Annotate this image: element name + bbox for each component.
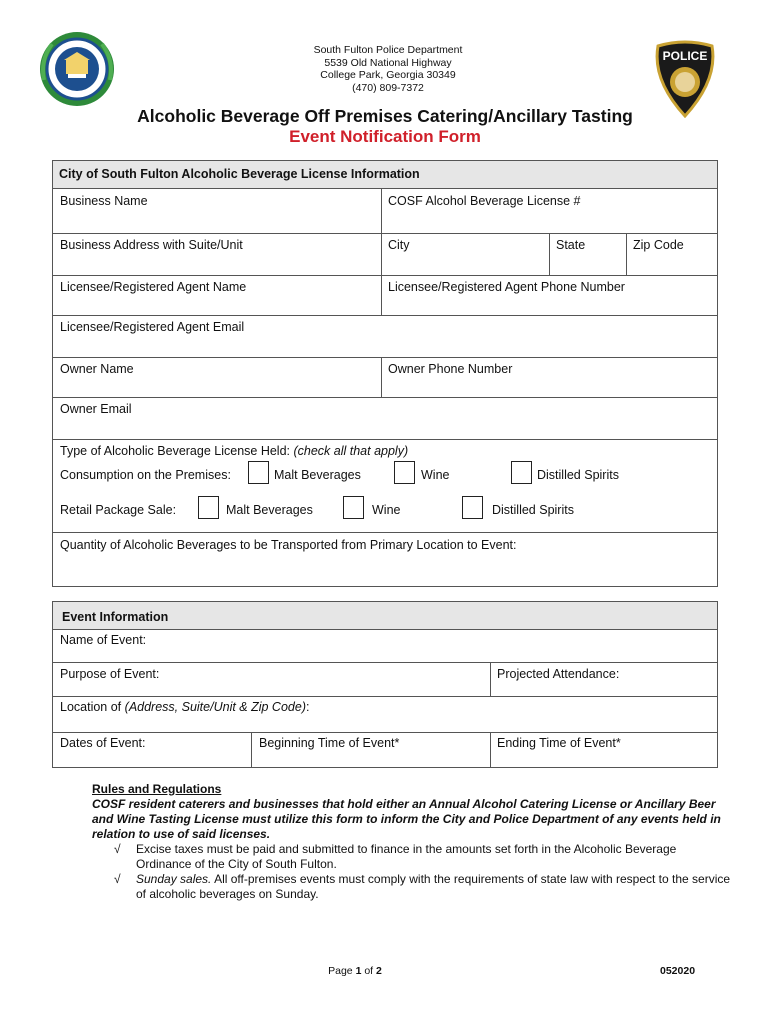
business-address-field[interactable]: Business Address with Suite/Unit: [60, 238, 243, 252]
event-name-field[interactable]: Name of Event:: [60, 633, 147, 647]
consumption-label: Consumption on the Premises:: [60, 468, 231, 482]
agent-name-field[interactable]: Licensee/Registered Agent Name: [60, 280, 247, 294]
rule-item-text: All off-premises events must comply with the requirements of state law with respect to the service of alcoholic beverages on Sunday.: [136, 872, 731, 901]
end-time-field[interactable]: Ending Time of Event*: [497, 736, 621, 750]
event-location-field[interactable]: Location of (Address, Suite/Unit & Zip Code):: [60, 700, 310, 714]
department-phone: (470) 809-7372: [352, 81, 424, 94]
address-line-2: College Park, Georgia 30349: [320, 69, 456, 81]
zip-code-field[interactable]: Zip Code: [633, 238, 684, 252]
form-title: Alcoholic Beverage Off Premises Catering/Ancillary Tasting: [137, 106, 633, 126]
projected-attendance-field[interactable]: Projected Attendance:: [497, 667, 620, 681]
city-seal-logo: [38, 30, 116, 108]
license-info-section: [52, 160, 718, 587]
event-dates-field[interactable]: Dates of Event:: [60, 736, 146, 750]
form-code: 052020: [660, 965, 696, 977]
license-type-label: Type of Alcoholic Beverage License Held: (check all that apply): [60, 444, 409, 458]
rule-item: [92, 872, 732, 902]
retail-malt-label: Malt Beverages: [226, 503, 313, 517]
consumption-spirits-label: Distilled Spirits: [537, 468, 619, 482]
rule-item-text: Excise taxes must be paid and submitted to finance in the amounts set forth in the Alcoholic Beverage Ordinance of the City of South Fulton.: [136, 842, 677, 871]
city-field[interactable]: City: [388, 238, 410, 252]
license-type-hint: (check all that apply): [293, 444, 409, 458]
owner-email-field[interactable]: Owner Email: [60, 402, 132, 416]
consumption-malt-label: Malt Beverages: [274, 468, 361, 482]
department-name: South Fulton Police Department: [313, 44, 463, 56]
agent-email-field[interactable]: Licensee/Registered Agent Email: [60, 320, 245, 334]
page-number: Page 1 of 2: [328, 965, 382, 977]
license-info-heading: City of South Fulton Alcoholic Beverage License Information: [53, 161, 717, 189]
rules-intro: COSF resident caterers and businesses that hold either an Annual Alcohol Catering License or Ancillary Beer and Wine Tasting License must utilize this form to inform the City and Police Department of any events held in relation to use of said licenses.: [92, 797, 721, 841]
license-number-field[interactable]: COSF Alcohol Beverage License #: [388, 194, 581, 208]
retail-wine-checkbox[interactable]: [343, 496, 364, 519]
badge-text: POLICE: [662, 49, 708, 63]
rule-item-emphasis: Sunday sales.: [136, 872, 212, 886]
check-icon: √: [114, 842, 121, 856]
state-field[interactable]: State: [556, 238, 586, 252]
event-info-heading: Event Information: [53, 602, 717, 630]
quantity-field[interactable]: Quantity of Alcoholic Beverages to be Transported from Primary Location to Event:: [60, 538, 517, 552]
retail-malt-checkbox[interactable]: [198, 496, 219, 519]
check-icon: √: [114, 872, 121, 886]
begin-time-field[interactable]: Beginning Time of Event*: [259, 736, 400, 750]
address-line-1: 5539 Old National Highway: [324, 56, 452, 69]
retail-wine-label: Wine: [372, 503, 401, 517]
consumption-malt-checkbox[interactable]: [248, 461, 269, 484]
business-name-field[interactable]: Business Name: [60, 194, 148, 208]
consumption-wine-checkbox[interactable]: [394, 461, 415, 484]
retail-label: Retail Package Sale:: [60, 503, 177, 517]
event-purpose-field[interactable]: Purpose of Event:: [60, 667, 160, 681]
event-info-section: [52, 601, 718, 768]
retail-spirits-label: Distilled Spirits: [492, 503, 574, 517]
department-address: [240, 44, 536, 94]
owner-phone-field[interactable]: Owner Phone Number: [388, 362, 513, 376]
agent-phone-field[interactable]: Licensee/Registered Agent Phone Number: [388, 280, 625, 294]
rules-section: [92, 782, 732, 902]
rules-title: Rules and Regulations: [92, 782, 222, 796]
consumption-wine-label: Wine: [421, 468, 450, 482]
owner-name-field[interactable]: Owner Name: [60, 362, 134, 376]
event-location-hint: (Address, Suite/Unit & Zip Code): [124, 700, 306, 714]
rule-item: [92, 842, 732, 872]
consumption-spirits-checkbox[interactable]: [511, 461, 532, 484]
form-subtitle: Event Notification Form: [289, 127, 481, 146]
retail-spirits-checkbox[interactable]: [462, 496, 483, 519]
